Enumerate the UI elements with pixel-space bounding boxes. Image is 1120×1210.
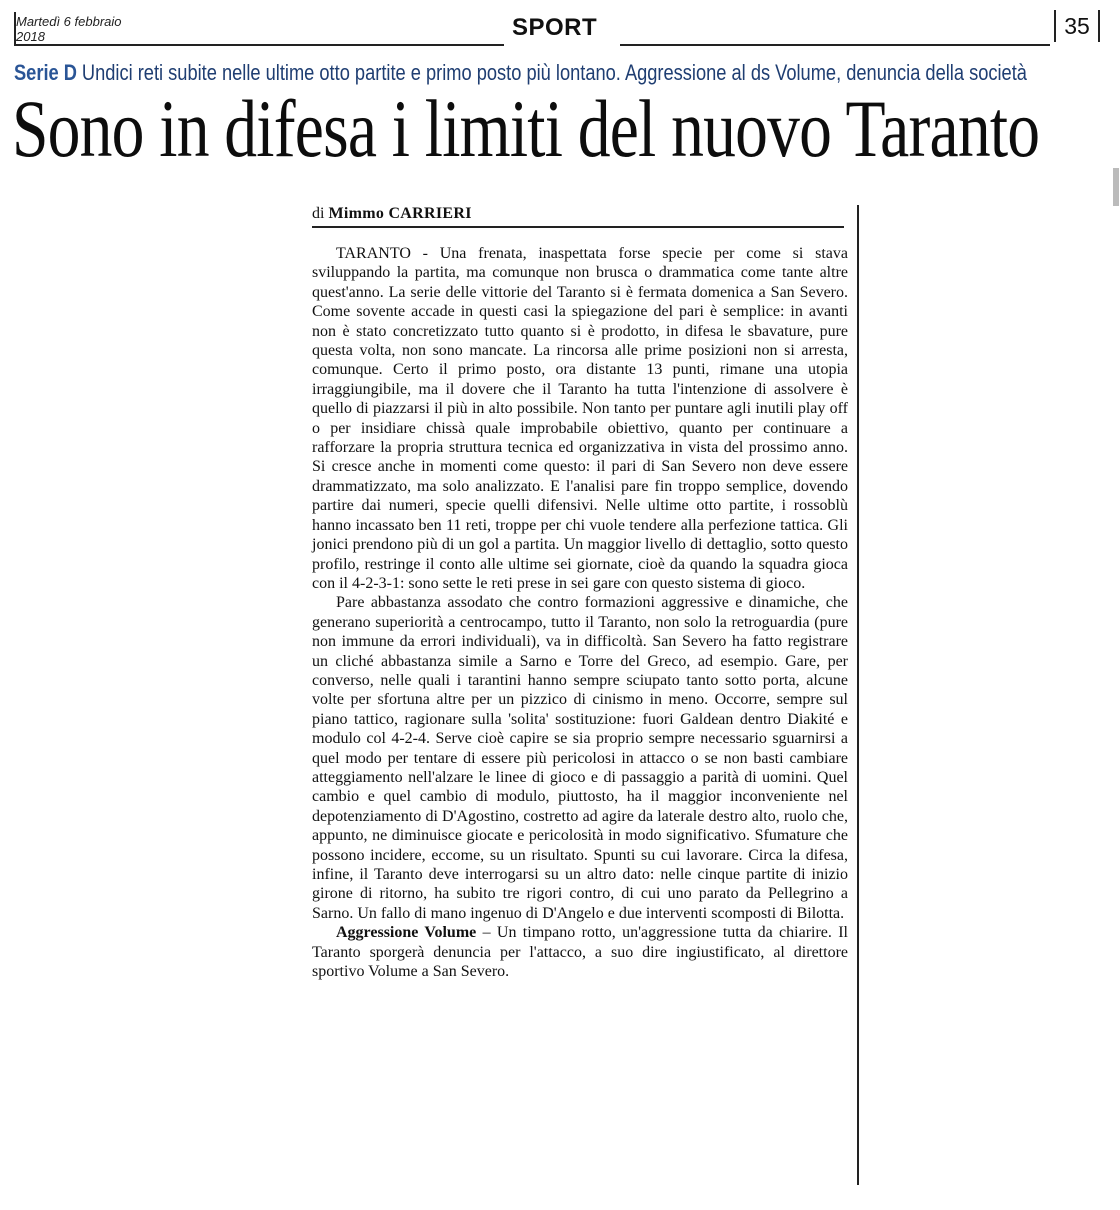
header-rule-right — [620, 44, 1050, 46]
article-subhead: Aggressione Volume — [336, 924, 477, 942]
publication-date — [16, 14, 122, 44]
article-paragraph-2: Pare abbastanza assodato che contro formazioni aggressive e dinamiche, che generano superiorità a centrocampo, tutto il Taranto, non solo la retroguardia (pure non immune da errori individuali), va in difficoltà. San Severo ha fatto registrare un cliché abbastanza simile a Sarno e Torre del Greco, ad esempio. Gare, per converso, nelle quali i tarantini hanno sempre sciupato tanto sotto porta, alcune volte per sfortuna altre per un pizzico di cinismo in meno. Occorre, sempre sul piano tattico, ragionare sulla 'solita' sostituzione: fuori Galdean dentro Diakité e modulo col 4-2-4. Serve cioè capire se sia proprio sempre necessario sguarnirsi a quel modo per tentare di essere più pericolosi in attacco o se non basti cambiare atteggiamento nell'alzare le linee di gioco e di passaggio a parità di uomini. Quel cambio e quel cambio di modulo, piuttosto, ha il maggior inconveniente nel depotenziamento di D'Agostino, costretto ad agire da laterale destro alto, ruolo che, appunto, ne diminuisce giocate e pericolosità in modo significativo. Sfumature che possono incidere, eccome, su un risultato. Spunti su cui lavorare. Circa la difesa, infine, il Taranto deve interrogarsi su un altro dato: nelle cinque partite di inizio girone di ritorno, ha subito tre rigori contro, di cui uno parato da Pellegrino a Sarno. Un fallo di mano ingenuo di D'Angelo e due interventi scomposti di Bilotta. — [312, 594, 848, 922]
header-rule-left — [14, 44, 504, 46]
date-line-year: 2018 — [16, 29, 45, 44]
column-rule — [857, 205, 859, 1185]
headline: Sono in difesa i limiti del nuovo Taranto — [12, 83, 1040, 174]
article-paragraph-1: TARANTO - Una frenata, inaspettata forse specie per come si stava sviluppando la partita, ma comunque non brusca o drammatica come tante altre quest'anno. La serie delle vittorie del Taranto si è fermata domenica a San Severo. Come sovente accade in questi casi la spiegazione del pari è semplice: in avanti non è stato concretizzato tutto quanto si è prodotto, in difesa le sbavature, pure questa volta, non sono mancate. La rincorsa alle prime posizioni non si arresta, comunque. Certo il primo posto, ora distante 13 punti, rimane una utopia irraggiungibile, ma il dovere che il Taranto ha tutta l'intenzione di assolvere è quello di piazzarsi il più in alto possibile. Non tanto per puntare agli inutili play off o per insidiare chissà quale improbabile obiettivo, quanto per continuare a rafforzare la propria struttura tecnica ed organizzativa in vista del prossimo anno. Si cresce anche in momenti come questo: il pari di San Severo non deve essere drammatizzato, ma solo analizzato. E l'analisi pare fin troppo semplice, dovendo partire dai numeri, specie quelli difensivi. Nelle ultime otto partite, i rossoblù hanno incassato ben 11 reti, troppe per chi vuole tendere alla perfezione tattica. Gli jonici prendono più di un gol a partita. Un maggior livello di dettaglio, sotto questo profilo, restringe il conto alle ultime sei giornate, cioè da quando la squadra gioca con il 4-2-3-1: sono sette le reti prese in sei gare con questo sistema di gioco. — [312, 245, 848, 592]
byline-rule — [312, 226, 844, 228]
page-edge-mark — [1113, 168, 1119, 206]
date-line-day: Martedì 6 febbraio — [16, 14, 122, 29]
page-number: 35 — [1064, 13, 1090, 39]
section-logo: SPORT — [512, 14, 598, 41]
byline — [312, 205, 472, 223]
kicker-label: Serie D — [14, 60, 77, 85]
byline-author: Mimmo CARRIERI — [328, 205, 472, 222]
article-body — [312, 244, 848, 981]
page-number-box — [1054, 10, 1100, 42]
article-paragraph-3-text: – Un timpano rotto, un'aggressione tutta da chiarire. Il Taranto sporgerà denuncia per l'attacco, a suo dire ingiustificato, al direttore sportivo Volume a San Severo. — [312, 924, 848, 981]
article-paragraph-3 — [312, 923, 848, 981]
byline-prefix: di — [312, 205, 325, 222]
kicker-text: Undici reti subite nelle ultime otto partite e primo posto più lontano. Aggressione al ds Volume, denuncia della società — [81, 60, 1027, 85]
